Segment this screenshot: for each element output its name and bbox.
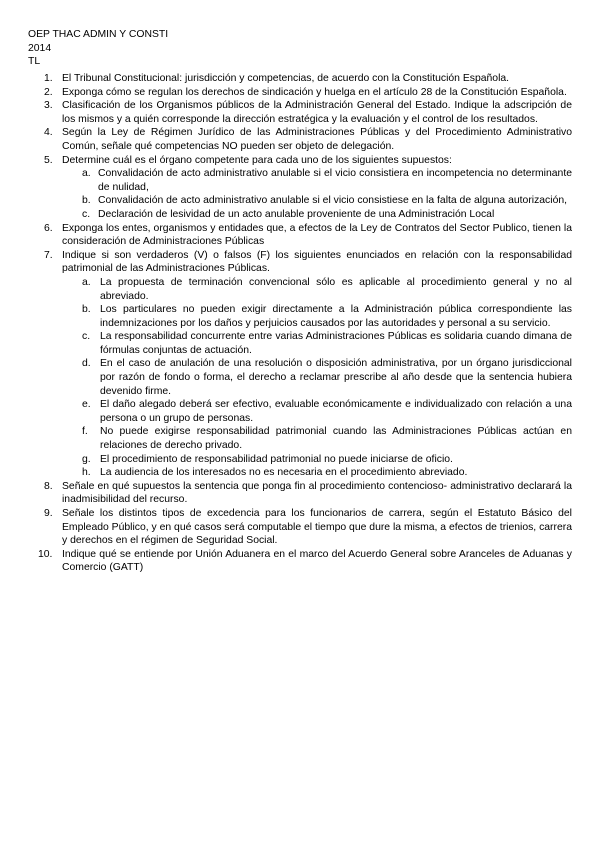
sub-question-item (62, 303, 572, 330)
sub-question-item (62, 208, 572, 222)
question-text: Determine cuál es el órgano competente para cada uno de los siguientes supuestos: (62, 154, 452, 166)
question-item (0, 507, 600, 548)
header-exam-title: OEP THAC ADMIN Y CONSTI (28, 29, 169, 40)
sub-question-item (62, 398, 572, 425)
question-item (0, 86, 600, 100)
sub-question-letter: b. (82, 195, 91, 207)
sub-question-text: Declaración de lesividad de un acto anulable proveniente de una Administración Local (98, 208, 495, 220)
sub-question-letter: e. (82, 399, 91, 411)
question-number: 9. (44, 508, 53, 519)
question-text: El Tribunal Constitucional: jurisdicción y competencias, de acuerdo con la Constitución Española. (62, 73, 510, 84)
question-number: 8. (44, 480, 53, 492)
question-text: Indique qué se entiende por Unión Aduanera en el marco del Acuerdo General sobre Aranceles de Aduanas y Comercio (GATT) (62, 548, 572, 574)
sub-question-text: Convalidación de acto administrativo anulable si el vicio consistiese en la falta de alguna autorización, (98, 195, 568, 207)
sub-question-text: El daño alegado deberá ser efectivo, evaluable económicamente e individualizado con relación a una persona o un grupo de personas. (100, 399, 572, 424)
question-number: 10. (38, 548, 53, 560)
sub-question-text: La audiencia de los interesados no es necesaria en el procedimiento abreviado. (100, 467, 468, 479)
sub-question-letter: a. (82, 276, 91, 288)
sub-question-letter: f. (82, 426, 88, 438)
question-item (0, 126, 600, 153)
question-text: Indique si son verdaderos (V) o falsos (F) los siguientes enunciados en relación con la responsabilidad patrimonial de las Administraciones Públicas. (62, 249, 572, 275)
sub-question-list (62, 167, 572, 221)
sub-question-text: En el caso de anulación de una resolución o disposición administrativa, por un órgano jurisdiccional por razón de fondo o forma, el derecho a reclamar prescribe al año desde que la sentencia hubiera devenido firme. (100, 358, 572, 397)
question-number: 7. (44, 249, 53, 261)
sub-question-text: Convalidación de acto administrativo anulable si el vicio consistiera en incompetencia no determinante de nulidad, (98, 168, 572, 193)
sub-question-text: El procedimiento de responsabilidad patrimonial no puede iniciarse de oficio. (100, 453, 453, 465)
question-text: Exponga los entes, organismos y entidades que, a efectos de la Ley de Contratos del Sector Publico, tienen la consideración de Administraciones Públicas (62, 222, 572, 248)
question-text: Clasificación de los Organismos públicos de la Administración General del Estado. Indique la adscripción de los mismos y a quién corresponde la dirección estratégica y la evaluación y el control de los resultados. (62, 100, 572, 125)
question-number: 1. (44, 73, 53, 84)
question-text: Exponga cómo se regulan los derechos de sindicación y huelga en el artículo 28 de la Constitución Española. (62, 86, 567, 98)
document-header (28, 28, 168, 69)
sub-question-item (62, 357, 572, 398)
sub-question-item (62, 453, 572, 467)
question-text: Según la Ley de Régimen Jurídico de las Administraciones Públicas y del Procedimiento Administrativo Común, señale qué competencias NO pueden ser objeto de delegación. (62, 127, 572, 152)
sub-question-item (62, 276, 572, 303)
header-year: 2014 (28, 42, 52, 54)
sub-question-letter: b. (82, 304, 91, 316)
question-item (0, 222, 600, 249)
sub-question-item (62, 425, 572, 452)
question-number: 2. (44, 86, 53, 98)
question-number: 3. (44, 100, 53, 112)
question-item (0, 249, 600, 480)
sub-question-letter: a. (82, 168, 91, 180)
sub-question-letter: c. (82, 331, 91, 343)
question-item (0, 72, 600, 86)
sub-question-letter: c. (82, 208, 91, 220)
question-number: 6. (44, 222, 53, 234)
question-list (0, 72, 600, 575)
question-number: 5. (44, 154, 53, 166)
sub-question-item (62, 167, 572, 194)
sub-question-letter: h. (82, 467, 91, 479)
question-number: 4. (44, 127, 53, 139)
sub-question-item (62, 330, 572, 357)
header-code: TL (28, 56, 41, 68)
sub-question-item (62, 466, 572, 480)
sub-question-list (62, 276, 572, 480)
question-text: Señale los distintos tipos de excedencia para los funcionarios de carrera, según el Estatuto Básico del Empleado Público, y en qué casos será computable el tiempo que dure la misma, a efectos de trienios, carrera y derechos en el régimen de Seguridad Social. (62, 508, 572, 547)
sub-question-text: La responsabilidad concurrente entre varias Administraciones Públicas es solidaria cuando dimana de fórmulas conjuntas de actuación. (100, 331, 572, 356)
question-item (0, 480, 600, 507)
sub-question-text: No puede exigirse responsabilidad patrimonial cuando las Administraciones Públicas actúan en relaciones de derecho privado. (100, 426, 572, 452)
question-item (0, 548, 600, 575)
sub-question-letter: d. (82, 358, 91, 370)
question-item (0, 154, 600, 222)
question-text: Señale en qué supuestos la sentencia que ponga fin al procedimiento contencioso- administrativo declarará la inadmisibilidad del recurso. (62, 480, 572, 506)
question-item (0, 99, 600, 126)
sub-question-text: Los particulares no pueden exigir directamente a la Administración pública correspondiente las indemnizaciones por los daños y perjuicios causados por las autoridades y personal a su servicio. (100, 304, 572, 329)
sub-question-text: La propuesta de terminación convencional sólo es aplicable al procedimiento general y no al abreviado. (100, 276, 572, 302)
sub-question-letter: g. (82, 453, 91, 465)
sub-question-item (62, 194, 572, 208)
